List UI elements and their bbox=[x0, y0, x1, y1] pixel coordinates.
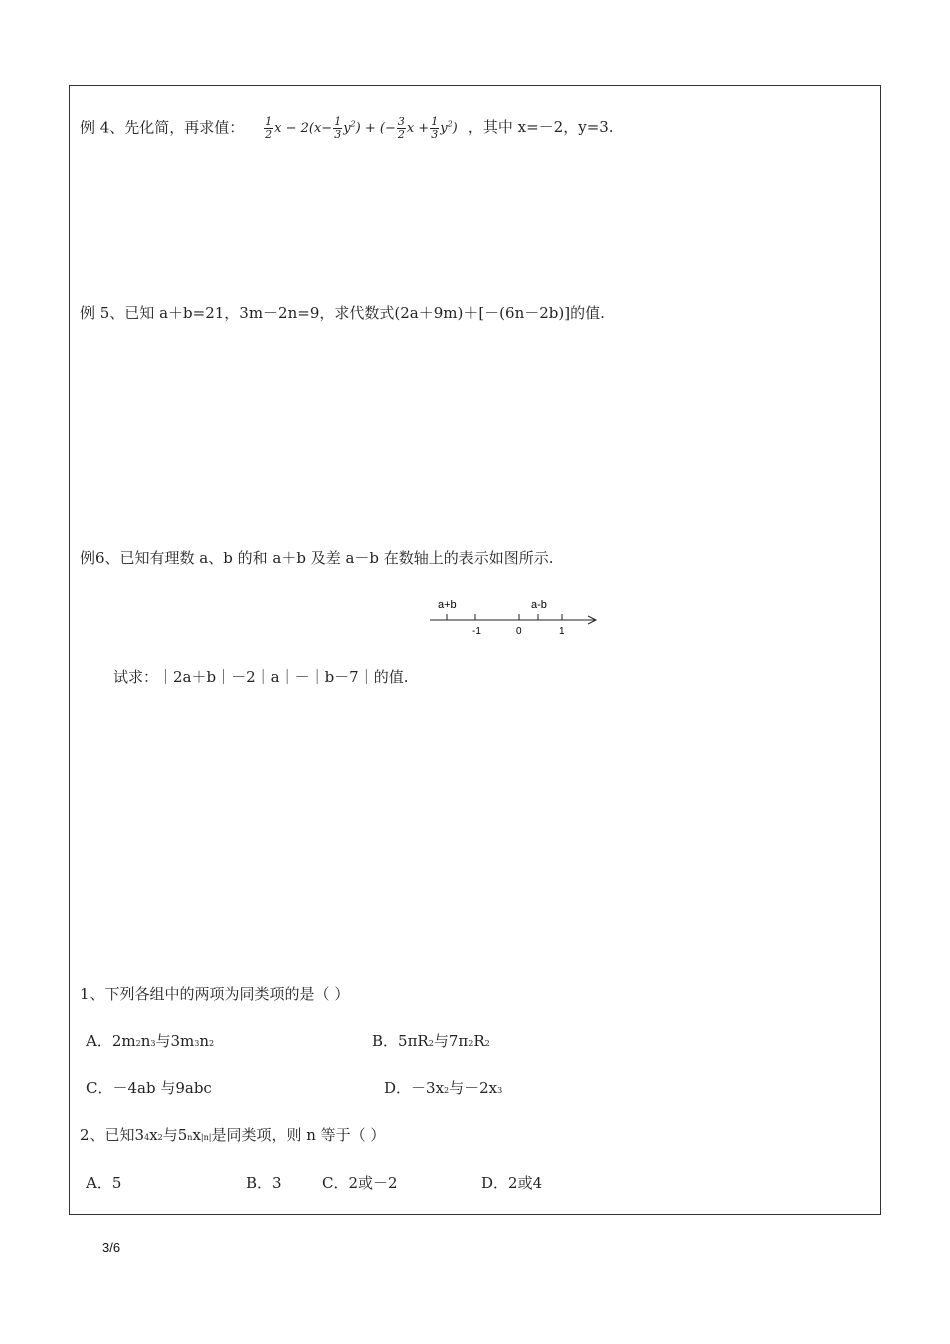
example-4-expression: $\frac{1}{2}$ x − 2(x− $\frac{1}{3}$ $y^2$) + (− $\frac{3}{2}$ x + $\frac{1}{3}$ $y^2$) bbox=[265, 115, 458, 142]
example-4-label: 例 4、先化简，再求值： bbox=[80, 118, 245, 137]
page-number: 3/6 bbox=[102, 1240, 121, 1255]
label-0: 0 bbox=[516, 626, 522, 637]
example-4 bbox=[80, 108, 614, 146]
example-5: 例 5、已知 a＋b=21，3m－2n=9，求代数式(2a＋9m)＋[－(6n－2b)]的值. bbox=[80, 304, 605, 322]
question-2-option-d: D．2或4 bbox=[481, 1174, 543, 1192]
number-line bbox=[425, 592, 605, 642]
fraction: $\frac{1}{3}$ bbox=[334, 115, 342, 142]
question-1-option-c: C．－4ab 与9abc bbox=[86, 1079, 212, 1097]
question-1-stem: 1、下列各组中的两项为同类项的是（ ） bbox=[80, 985, 350, 1003]
example-4-condition: ，其中 x=－2，y=3. bbox=[467, 118, 614, 137]
question-1-option-d: D．－3x2与－2x3 bbox=[384, 1079, 503, 1097]
question-2-option-a: A．5 bbox=[86, 1174, 122, 1192]
label-neg1: -1 bbox=[472, 626, 481, 637]
label-a-minus-b: a-b bbox=[531, 599, 547, 611]
question-2-stem: 2、已知34x2与5nx|n|是同类项，则 n 等于（ ） bbox=[80, 1126, 386, 1144]
fraction: $\frac{1}{2}$ bbox=[265, 115, 273, 142]
fraction: $\frac{3}{2}$ bbox=[397, 115, 405, 142]
question-2-option-c: C．2或－2 bbox=[322, 1174, 398, 1192]
example-6: 例6、已知有理数 a、b 的和 a＋b 及差 a－b 在数轴上的表示如图所示. bbox=[80, 549, 554, 567]
example-6-ask: 试求：｜2a＋b｜－2｜a｜－｜b－7｜的值. bbox=[113, 668, 409, 686]
label-1: 1 bbox=[559, 626, 565, 637]
question-1-option-b: B．5πR2与7π2R2 bbox=[372, 1032, 490, 1050]
label-a-plus-b: a+b bbox=[438, 599, 457, 611]
question-1-option-a: A．2m2n3与3m3n2 bbox=[86, 1032, 215, 1050]
question-2-option-b: B．3 bbox=[246, 1174, 282, 1192]
fraction: $\frac{1}{3}$ bbox=[431, 115, 439, 142]
